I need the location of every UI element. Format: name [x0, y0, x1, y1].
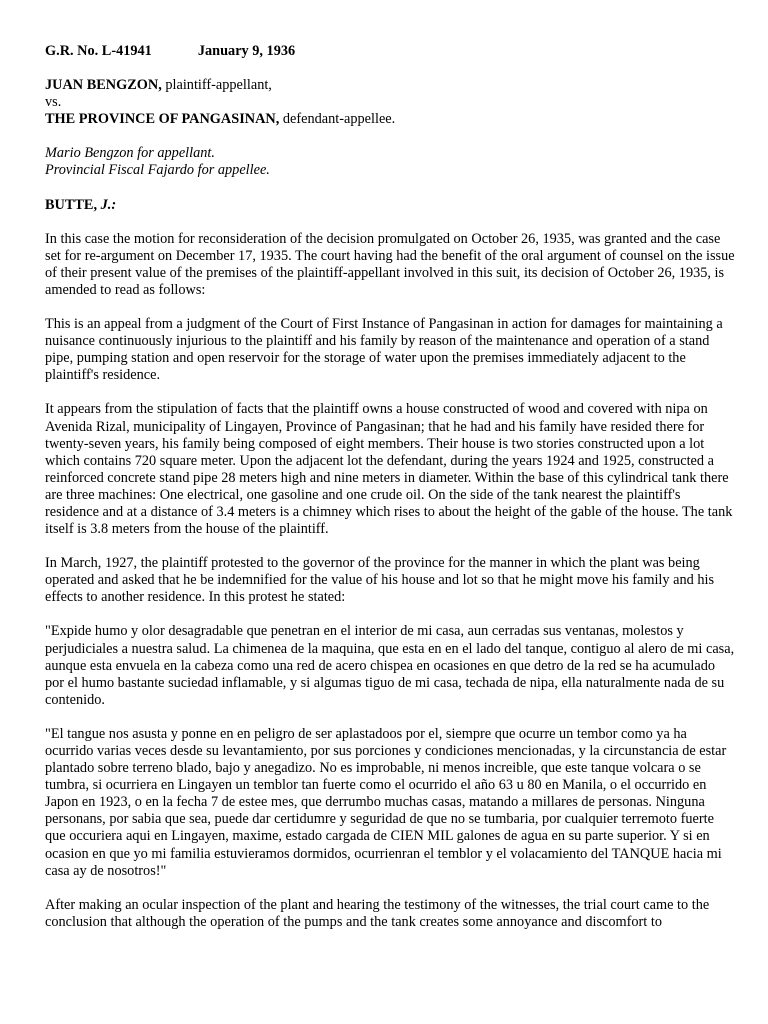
- quoted-protest-paragraph-2: "El tangue nos asusta y ponne en en peligro de ser aplastadoos por el, siempre que ocurre un tembor como ya ha ocurrido varias veces desde su levantamiento, por sus porciones y condiciones mencionadas, y la circunstancia de estar plantado sobre terreno blado, bajo y anegadizo. No es improbable, ni menos increible, que este tanque volcara o se tumbra, si ocurriera en Lingayen un temblor tan fuerte como el ocurrido el año 63 u 80 en Manila, o el occurrido en Japon en 1923, o en la fecha 7 de estee mes, que derrumbo muchas casas, matando a millares de personas. Ninguna personans, por sabia que sea, puede dar certidumre y seguridad de que no se tumbaria, por cualquier terremoto fuerte que occuriera aqui en Lingayen, maxime, estado cargada de CIEN MIL galones de agua en su parte superior. Y si en ocasion en que yo mi familia estuvieramos dormidos, ocurrienran el temblor y el volacamiento del TANQUE hacia mi casa ay de nosotros!": [45, 725, 727, 879]
- counsel-appellant: Mario Bengzon for appellant.: [45, 145, 215, 162]
- case-parties: [45, 77, 735, 128]
- ponente-name: BUTTE,: [45, 196, 101, 213]
- ponente-title: J.:: [100, 196, 117, 213]
- defendant-name: THE PROVINCE OF PANGASINAN,: [45, 111, 280, 128]
- case-date: January 9, 1936: [197, 43, 296, 59]
- plaintiff-role: plaintiff-appellant,: [161, 77, 272, 94]
- quoted-protest-paragraph-1: "Expide humo y olor desagradable que penetran en el interior de mi casa, aun cerradas sus ventanas, molestos y perjudiciales a nuestra salud. La chimenea de la maquina, que esta en en el lado del tanque, contiguo al alero de mi casa, aunque esta envuela en la cabeza como una red de acero chispea en ocasiones en que detro de la red se ha acumulado por el humo bastante suciedad inflamable, y si algumas tiguo de mi casa, techada de nipa, ella naturalmente nada de su contenido.: [45, 623, 735, 708]
- ponente-line: [45, 197, 735, 214]
- body-paragraph-4: In March, 1927, the plaintiff protested to the governor of the province for the manner in which the plant was being operated and asked that he be indemnified for the value of his house and lot so that he might move his family and his effects to another residence. In this protest he stated:: [45, 555, 715, 606]
- counsel-block: [45, 145, 735, 179]
- counsel-appellee: Provincial Fiscal Fajardo for appellee.: [45, 162, 270, 179]
- plaintiff-name: JUAN BENGZON,: [45, 77, 162, 94]
- case-header: [45, 43, 735, 60]
- decision-document: [45, 43, 735, 948]
- versus-text: vs.: [45, 94, 62, 111]
- body-paragraph-1: In this case the motion for reconsideration of the decision promulgated on October 26, 1935, was granted and the case set for re-argument on December 17, 1935. The court having had the benefit of the oral argument of counsel on the issue of their present value of the premises of the plaintiff-appellant involved in this suit, its decision of October 26, 1935, is amended to read as follows:: [45, 230, 735, 298]
- case-number: G.R. No. L-41941: [45, 43, 152, 59]
- body-paragraph-3: It appears from the stipulation of facts that the plaintiff owns a house constructed of wood and covered with nipa on Avenida Rizal, municipality of Lingayen, Province of Pangasinan; that he had and his family have resided there for twenty-seven years, his family being composed of eight members. Their house is two stories constructed upon a lot which contains 720 square meter. Upon the adjacent lot the defendant, during the years 1924 and 1925, constructed a reinforced concrete stand pipe 28 meters high and nine meters in diameter. Within the base of this cylindrical tank there are three machines: One electrical, one gasoline and one crude oil. On the side of the tank nearest the plaintiff's residence and at a distance of 3.4 meters is a chimney which rises to about the height of the gable of the house. The tank itself is 3.8 meters from the house of the plaintiff.: [45, 401, 733, 538]
- body-paragraph-5: After making an ocular inspection of the plant and hearing the testimony of the witnesses, the trial court came to the conclusion that although the operation of the pumps and the tank creates some annoyance and discomfort to: [45, 896, 710, 930]
- body-paragraph-2: This is an appeal from a judgment of the Court of First Instance of Pangasinan in action for damages for maintaining a nuisance continuously injurious to the plaintiff and his family by reason of the maintenance and operation of a stand pipe, pumping station and open reservoir for the storage of water upon the premises immediately adjacent to the plaintiff's residence.: [45, 316, 723, 384]
- defendant-role: defendant-appellee.: [279, 111, 396, 128]
